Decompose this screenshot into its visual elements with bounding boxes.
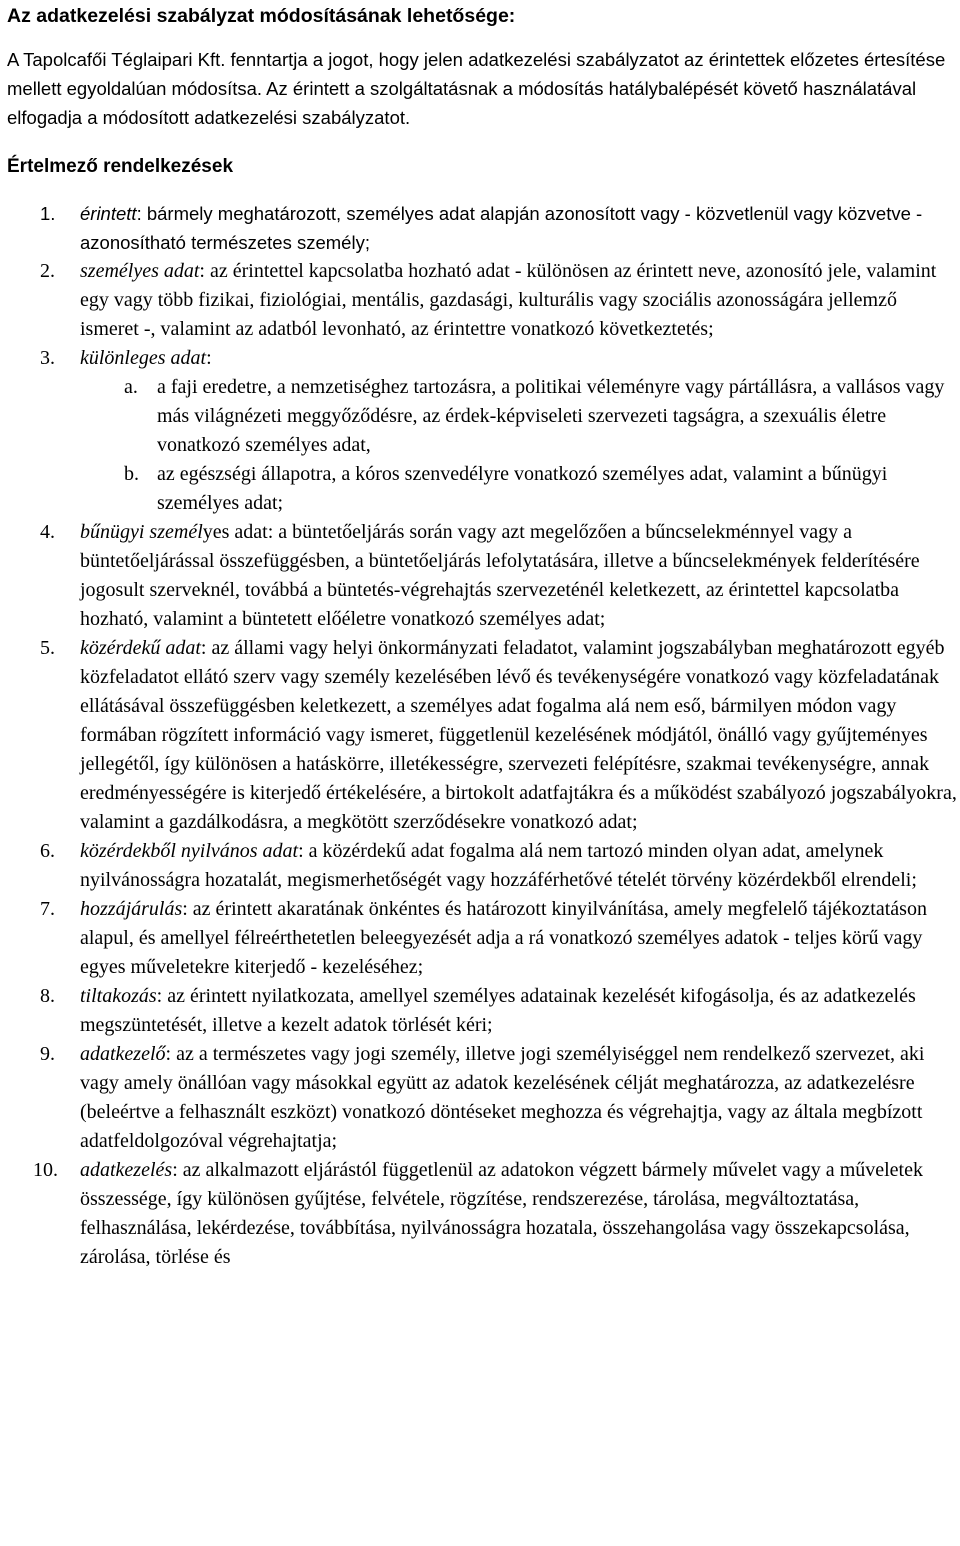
definitions-list bbox=[7, 199, 960, 1272]
definition-item bbox=[7, 1040, 960, 1156]
definition-term: személyes adat bbox=[80, 260, 200, 282]
item-number: 10. bbox=[33, 1159, 58, 1181]
definition-term: adatkezelő bbox=[80, 1043, 166, 1065]
item-number: 5. bbox=[40, 637, 55, 659]
item-number: 9. bbox=[40, 1043, 55, 1065]
definition-term: érintett bbox=[80, 203, 137, 224]
sub-item bbox=[80, 373, 960, 460]
definition-text: : bármely meghatározott, személyes adat alapján azonosított vagy - közvetlenül vagy közvetve - azonosítható természetes személy; bbox=[80, 203, 923, 253]
definition-item bbox=[7, 257, 960, 344]
definition-text: : az érintett nyilatkozata, amellyel személyes adatainak kezelését kifogásolja, és az adatkezelés megszüntetését, illetve a kezelt adatok törlését kéri; bbox=[80, 985, 916, 1036]
definition-text: yes adat: a büntetőeljárás során vagy azt megelőzően a bűncselekménnyel vagy a büntetőeljárással összefüggésben, a büntetőeljárás lefolytatására, illetve a bűncselekmények felderítésére jogosult szerveknél, továbbá a büntetés-végrehajtás szervezeténél keletkezett, az érintettel kapcsolatba hozható, valamint a büntetett előéletre vonatkozó személyes adat; bbox=[80, 521, 920, 630]
sub-item-text: a faji eredetre, a nemzetiséghez tartozásra, a politikai véleményre vagy pártállásra, a vallásos vagy más világnézeti meggyőződésre, az érdek-képviseleti szervezeti tagságra, a szexuális életre vonatkozó személyes adat, bbox=[157, 376, 945, 456]
definition-text: : az érintett akaratának önkéntes és határozott kinyilvánítása, amely megfelelő tájékoztatáson alapul, és amellyel félreérthetetlen beleegyezését adja a rá vonatkozó személyes adatok - teljes körű vagy egyes műveletekre kiterjedő - kezeléséhez; bbox=[80, 898, 927, 978]
item-number: 3. bbox=[40, 347, 55, 369]
definition-text: : az érintettel kapcsolatba hozható adat - különösen az érintett neve, azonosító jele, valamint egy vagy több fizikai, fiziológiai, mentális, gazdasági, kulturális vagy szociális azonosságára jellemző ismeret -, valamint az adatból levonható, az érintettre vonatkozó következtetés; bbox=[80, 260, 937, 340]
definition-term: közérdekből nyilvános adat bbox=[80, 840, 299, 862]
section-title-modification: Az adatkezelési szabályzat módosításának lehetősége: bbox=[7, 5, 516, 27]
definition-item bbox=[7, 634, 960, 837]
item-number: 6. bbox=[40, 840, 55, 862]
definition-item bbox=[7, 895, 960, 982]
definition-item bbox=[7, 837, 960, 895]
definition-term: bűnügyi személ bbox=[80, 521, 203, 543]
item-number: 1. bbox=[40, 203, 56, 224]
item-number: 8. bbox=[40, 985, 55, 1007]
definition-text: : az alkalmazott eljárástól függetlenül az adatokon végzett bármely művelet vagy a műveletek összessége, így különösen gyűjtése, felvétele, rögzítése, rendszerezése, tárolása, megváltoztatása, felhasználása, lekérdezése, továbbítása, nyilvánosságra hozatala, összehangolása vagy összekapcsolása, zárolása, törlése és bbox=[80, 1159, 923, 1268]
definition-text: : bbox=[206, 347, 212, 369]
definition-term: különleges adat bbox=[80, 347, 207, 369]
definition-text: : az a természetes vagy jogi személy, illetve jogi személyiséggel nem rendelkező szervezet, aki vagy amely önállóan vagy másokkal együtt az adatok kezelésének célját meghatározza, az adatkezelésre (beleértve a felhasznált eszközt) vonatkozó döntéseket meghozza és végrehajtja, vagy az általa megbízott adatfeldolgozóval végrehajtatja; bbox=[80, 1043, 925, 1152]
item-number: 2. bbox=[40, 260, 55, 282]
item-number: 4. bbox=[40, 521, 55, 543]
definition-item bbox=[7, 1156, 960, 1272]
item-number: 7. bbox=[40, 898, 55, 920]
sub-item-text: az egészségi állapotra, a kóros szenvedélyre vonatkozó személyes adat, valamint a bűnügyi személyes adat; bbox=[157, 463, 888, 514]
definition-term: közérdekű adat bbox=[80, 637, 201, 659]
definition-term: hozzájárulás bbox=[80, 898, 183, 920]
definition-text: : az állami vagy helyi önkormányzati feladatot, valamint jogszabályban meghatározott egyéb közfeladatot ellátó szerv vagy személy kezelésében lévő és tevékenységére vonatkozó vagy közfeladatának ellátásával összefüggésben keletkezett, a személyes adat fogalma alá nem eső, bármilyen módon vagy formában rögzített információ vagy ismeret, függetlenül kezelésének módjától, önálló vagy gyűjteményes jellegétől, így különösen a hatáskörre, illetékességre, szervezeti felépítésre, szakmai tevékenységre, annak eredményességére is kiterjedő értékelésére, a birtokolt adatfajtákra és a működést szabályozó jogszabályokra, valamint a gazdálkodásra, a megkötött szerződésekre vonatkozó adat; bbox=[80, 637, 957, 833]
definition-item bbox=[7, 344, 960, 518]
section-title-definitions: Értelmező rendelkezések bbox=[7, 156, 234, 177]
sub-item bbox=[80, 460, 960, 518]
definition-item bbox=[7, 982, 960, 1040]
definition-term: tiltakozás bbox=[80, 985, 157, 1007]
definition-term: adatkezelés bbox=[80, 1159, 173, 1181]
sub-item-letter: b. bbox=[124, 463, 139, 485]
sub-item-letter: a. bbox=[124, 376, 138, 398]
sensitive-data-sublist bbox=[80, 373, 960, 518]
definition-item bbox=[7, 518, 960, 634]
definition-text: : a közérdekű adat fogalma alá nem tartozó minden olyan adat, amelynek nyilvánosságra hozatalát, megismerhetőségét vagy hozzáférhetővé tételét törvény közérdekből elrendeli; bbox=[80, 840, 917, 891]
definition-item bbox=[7, 199, 960, 257]
modification-paragraph: A Tapolcafői Téglaipari Kft. fenntartja a jogot, hogy jelen adatkezelési szabályzatot az érintettek előzetes értesítése mellett egyoldalúan módosítsa. Az érintett a szolgáltatásnak a módosítás hatálybalépését követő használatával elfogadja a módosított adatkezelési szabályzatot. bbox=[7, 49, 946, 128]
